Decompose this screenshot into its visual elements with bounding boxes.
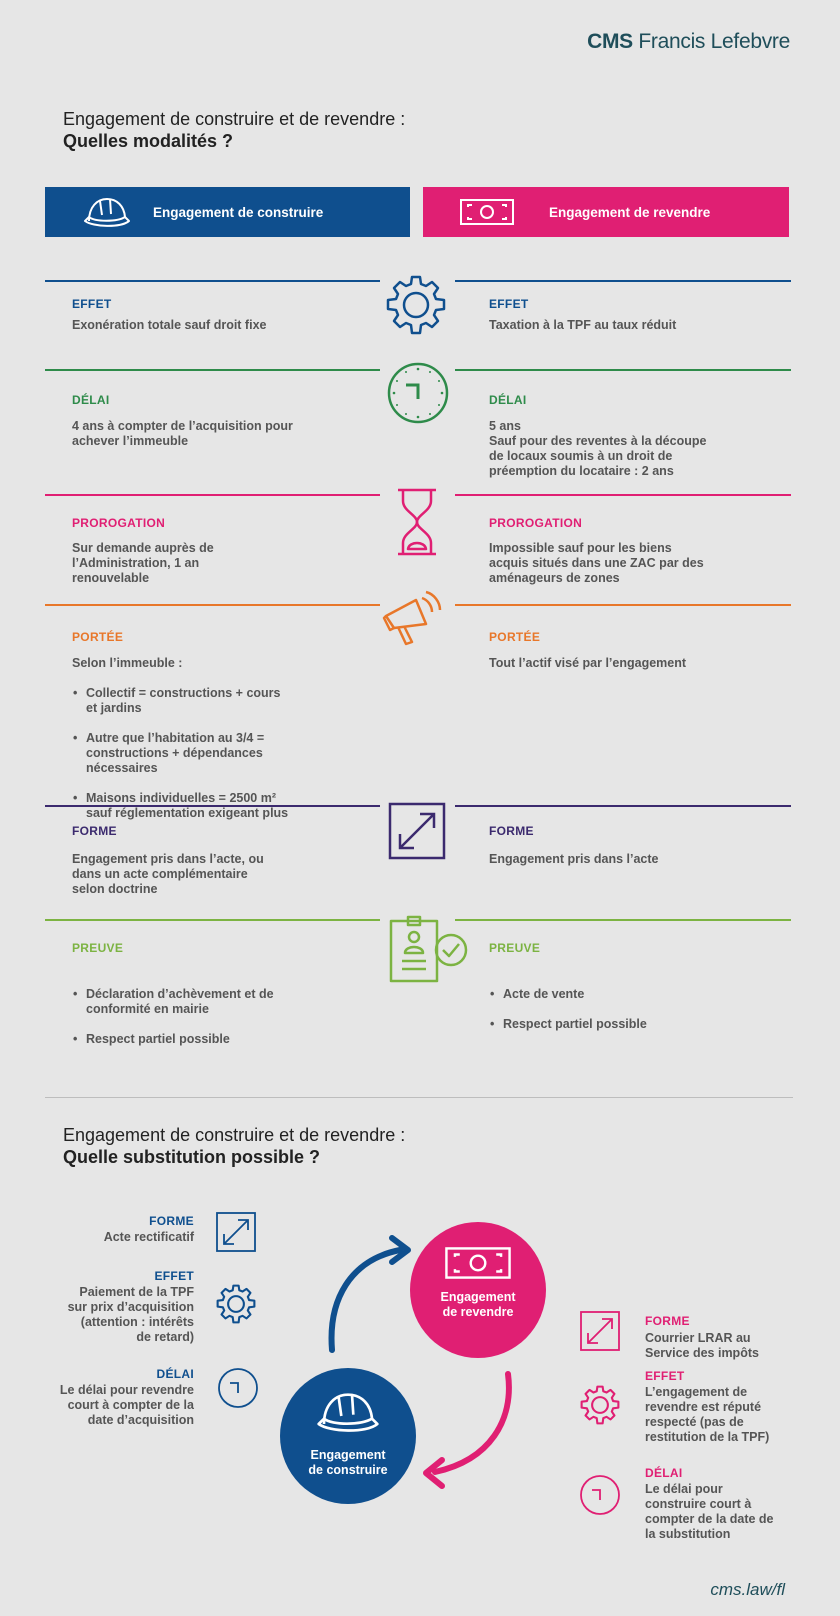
sub-right-effet-text: L’engagement de revendre est réputé respecté (pas de restitution de la TPF) bbox=[645, 1385, 770, 1444]
circle-construire-label: Engagement de construire bbox=[308, 1448, 388, 1477]
forme-text-right: Engagement pris dans l’acte bbox=[489, 852, 659, 866]
prorogation-label-left: PROROGATION bbox=[72, 516, 166, 530]
effet-label-left: EFFET bbox=[72, 297, 112, 311]
prorogation-label-right: PROROGATION bbox=[489, 516, 583, 530]
rule-forme-right bbox=[455, 805, 791, 807]
rule-portee-left bbox=[45, 604, 380, 606]
section2-title-line1: Engagement de construire et de revendre : bbox=[63, 1125, 406, 1145]
gear-icon bbox=[579, 1384, 621, 1426]
sub-left-delai-text: Le délai pour revendre court à compter de la date d’acquisition bbox=[59, 1383, 194, 1427]
clock-icon bbox=[386, 361, 450, 425]
section2-title-line2: Quelle substitution possible ? bbox=[63, 1147, 321, 1167]
rule-preuve-left bbox=[45, 919, 380, 921]
portee-label-left: PORTÉE bbox=[72, 630, 124, 644]
circle-construire bbox=[280, 1368, 416, 1504]
section2-title bbox=[63, 1124, 405, 1168]
resize-arrow-icon bbox=[580, 1311, 620, 1351]
sub-left-forme-label: FORME bbox=[149, 1214, 194, 1228]
gear-icon bbox=[215, 1283, 257, 1325]
preuve-bullets-right bbox=[489, 972, 647, 1047]
gear-icon bbox=[384, 273, 448, 337]
effet-text-left: Exonération totale sauf droit fixe bbox=[72, 318, 267, 332]
effet-label-right: EFFET bbox=[489, 297, 529, 311]
sub-left-forme-text: Acte rectificatif bbox=[103, 1230, 194, 1244]
preuve-label-right: PREUVE bbox=[489, 941, 541, 955]
portee-label-right: PORTÉE bbox=[489, 630, 541, 644]
effet-text-right: Taxation à la TPF au taux réduit bbox=[489, 318, 677, 332]
rule-preuve-right bbox=[455, 919, 791, 921]
hourglass-icon bbox=[395, 487, 439, 557]
section1-title-line2: Quelles modalités ? bbox=[63, 131, 234, 151]
delai-text-left: 4 ans à compter de l’acquisition pour achever l’immeuble bbox=[72, 419, 293, 448]
megaphone-icon bbox=[382, 588, 446, 650]
sub-right-forme-label: FORME bbox=[645, 1314, 690, 1328]
rule-delai-right bbox=[455, 369, 791, 371]
rule-portee-right bbox=[455, 604, 791, 606]
sub-right-forme-text: Courrier LRAR au Service des impôts bbox=[645, 1331, 759, 1360]
section-divider bbox=[45, 1097, 793, 1098]
rule-effet-left bbox=[45, 280, 380, 282]
sub-right-delai-label: DÉLAI bbox=[645, 1466, 683, 1480]
delai-text-right: 5 ans Sauf pour des reventes à la découpe de locaux soumis à un droit de préemption du locataire : 2 ans bbox=[489, 419, 707, 478]
hard-hat-icon bbox=[316, 1386, 380, 1438]
brand-logo bbox=[587, 30, 790, 54]
forme-text-left: Engagement pris dans l’acte, ou dans un acte complémentaire selon doctrine bbox=[72, 852, 264, 896]
prorogation-text-left: Sur demande auprès de l’Administration, 1 an renouvelable bbox=[72, 541, 214, 585]
sub-right-effet-label: EFFET bbox=[645, 1369, 685, 1383]
banknote-icon bbox=[459, 198, 515, 226]
sub-left-delai-label: DÉLAI bbox=[156, 1367, 194, 1381]
sub-left-effet-text: Paiement de la TPF sur prix d’acquisition (attention : intérêts de retard) bbox=[67, 1285, 194, 1344]
rule-effet-right bbox=[455, 280, 791, 282]
sub-right-delai-text: Le délai pour construire court à compter de la date de la substitution bbox=[645, 1482, 774, 1541]
portee-text-right: Tout l’actif visé par l’engagement bbox=[489, 656, 687, 670]
list-item: • Respect partiel possible bbox=[489, 1017, 647, 1032]
resize-arrow-icon bbox=[216, 1212, 256, 1252]
clock-icon bbox=[579, 1474, 621, 1516]
circle-revendre bbox=[410, 1222, 546, 1358]
list-item: • Respect partiel possible bbox=[72, 1032, 274, 1047]
resize-arrow-icon bbox=[388, 802, 446, 860]
list-item: • Collectif = constructions + cours et jardins bbox=[72, 686, 288, 716]
header-construire bbox=[45, 187, 410, 237]
clock-icon bbox=[217, 1367, 259, 1409]
rule-delai-left bbox=[45, 369, 380, 371]
section1-title bbox=[63, 108, 405, 152]
forme-label-right: FORME bbox=[489, 824, 534, 838]
preuve-label-left: PREUVE bbox=[72, 941, 124, 955]
header-construire-label: Engagement de construire bbox=[153, 204, 324, 220]
logo-text: Francis Lefebvre bbox=[638, 30, 790, 53]
hard-hat-icon bbox=[83, 193, 131, 231]
rule-prorogation-right bbox=[455, 494, 791, 496]
delai-label-right: DÉLAI bbox=[489, 393, 527, 407]
list-item: • Acte de vente bbox=[489, 987, 647, 1002]
preuve-bullets-left bbox=[72, 972, 274, 1062]
sub-left-effet-label: EFFET bbox=[154, 1269, 194, 1283]
delai-label-left: DÉLAI bbox=[72, 393, 110, 407]
header-revendre bbox=[423, 187, 789, 237]
rule-prorogation-left bbox=[45, 494, 380, 496]
logo-cms: CMS bbox=[587, 30, 633, 53]
header-revendre-label: Engagement de revendre bbox=[549, 204, 711, 220]
list-item: • Maisons individuelles = 2500 m² sauf réglementation exigeant plus bbox=[72, 791, 288, 821]
portee-intro-left: Selon l’immeuble : bbox=[72, 656, 183, 670]
prorogation-text-right: Impossible sauf pour les biens acquis situés dans une ZAC par des aménageurs de zones bbox=[489, 541, 704, 585]
banknote-icon bbox=[444, 1246, 512, 1280]
list-item: • Autre que l’habitation au 3/4 = constructions + dépendances nécessaires bbox=[72, 731, 288, 776]
forme-label-left: FORME bbox=[72, 824, 117, 838]
circle-revendre-label: Engagement de revendre bbox=[440, 1290, 516, 1319]
portee-bullets-left bbox=[72, 671, 288, 836]
section1-title-line1: Engagement de construire et de revendre : bbox=[63, 109, 406, 129]
footer-url: cms.law/fl bbox=[710, 1580, 785, 1599]
certificate-icon bbox=[388, 915, 470, 985]
list-item: • Déclaration d’achèvement et de conformité en mairie bbox=[72, 987, 274, 1017]
